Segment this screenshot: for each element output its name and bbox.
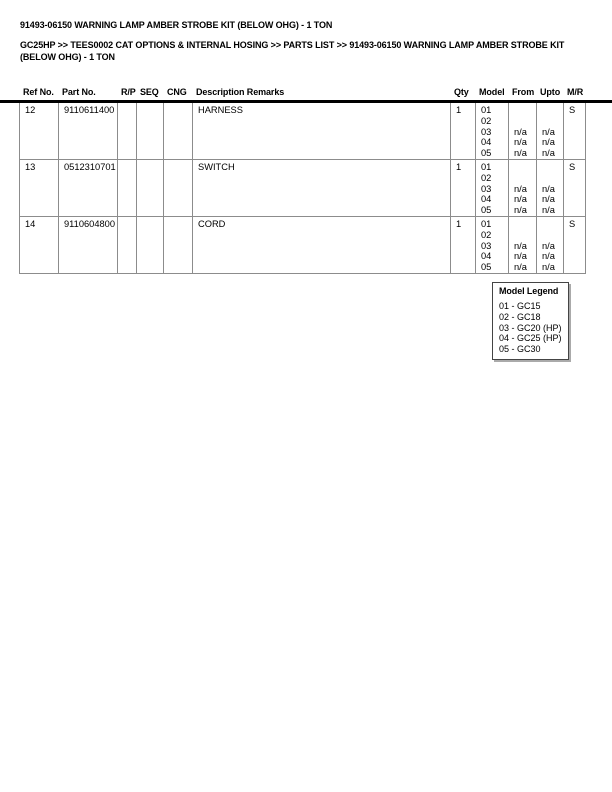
cell-description: SWITCH — [193, 160, 451, 216]
upto-value: n/a — [542, 148, 555, 159]
upto-value: n/a — [542, 194, 555, 205]
cell-cng — [164, 160, 193, 216]
column-header-part-no: Part No. — [62, 87, 96, 97]
cell-rp — [118, 217, 137, 273]
cell-seq — [137, 160, 164, 216]
column-header-from: From — [512, 87, 535, 97]
model-code: 02 — [481, 115, 492, 126]
model-code: 02 — [481, 229, 492, 240]
from-value — [514, 105, 536, 116]
from-value: n/a — [514, 262, 527, 273]
model-code: 05 — [481, 262, 492, 273]
cell-qty: 1 — [451, 217, 476, 273]
cell-mr: S — [564, 217, 586, 273]
cell-part-no: 0512310701 — [59, 160, 118, 216]
model-code: 05 — [481, 148, 492, 159]
column-header-upto: Upto — [540, 87, 561, 97]
legend-item: 04 - GC25 (HP) — [499, 333, 562, 344]
model-code: 05 — [481, 205, 492, 216]
from-value: n/a — [514, 240, 527, 251]
cell-from — [509, 160, 537, 216]
column-header-model: Model — [479, 87, 505, 97]
upto-value — [542, 230, 563, 241]
cell-seq — [137, 217, 164, 273]
cell-description: HARNESS — [193, 103, 451, 159]
model-code: 03 — [481, 240, 492, 251]
model-code: 04 — [481, 194, 492, 205]
cell-models — [476, 160, 509, 216]
cell-mr: S — [564, 160, 586, 216]
from-value: n/a — [514, 205, 527, 216]
model-code: 01 — [481, 105, 492, 115]
table-column-headers — [19, 87, 585, 97]
from-value — [514, 230, 536, 241]
column-header-rp: R/P — [121, 87, 136, 97]
upto-value — [542, 219, 563, 230]
model-code: 02 — [481, 172, 492, 183]
column-header-mr: M/R — [567, 87, 584, 97]
column-header-qty: Qty — [454, 87, 469, 97]
cell-models — [476, 217, 509, 273]
cell-seq — [137, 103, 164, 159]
upto-value: n/a — [542, 126, 555, 137]
cell-mr: S — [564, 103, 586, 159]
from-value: n/a — [514, 126, 527, 137]
legend-item: 05 - GC30 — [499, 344, 541, 355]
from-value — [514, 162, 536, 173]
model-code: 03 — [481, 183, 492, 194]
from-value — [514, 219, 536, 230]
cell-description: CORD — [193, 217, 451, 273]
upto-value: n/a — [542, 251, 555, 262]
model-code: 04 — [481, 137, 492, 148]
cell-qty: 1 — [451, 160, 476, 216]
upto-value: n/a — [542, 183, 555, 194]
cell-part-no: 9110611400 — [59, 103, 118, 159]
upto-value: n/a — [542, 205, 555, 216]
model-legend-title: Model Legend — [499, 286, 559, 296]
legend-item: 02 - GC18 — [499, 311, 541, 322]
from-value: n/a — [514, 148, 527, 159]
table-row — [20, 160, 586, 217]
cell-cng — [164, 103, 193, 159]
legend-item: 01 - GC15 — [499, 301, 541, 311]
column-header-seq: SEQ — [140, 87, 159, 97]
column-header-cng: CNG — [167, 87, 187, 97]
from-value: n/a — [514, 251, 527, 262]
cell-qty: 1 — [451, 103, 476, 159]
cell-part-no: 9110604800 — [59, 217, 118, 273]
model-code: 01 — [481, 219, 492, 229]
cell-cng — [164, 217, 193, 273]
table-row — [20, 217, 586, 274]
cell-from — [509, 217, 537, 273]
from-value — [514, 116, 536, 127]
model-legend-items — [499, 301, 566, 355]
cell-rp — [118, 160, 137, 216]
cell-ref-no: 12 — [20, 103, 59, 159]
cell-upto — [537, 160, 564, 216]
upto-value — [542, 173, 563, 184]
cell-rp — [118, 103, 137, 159]
table-row — [20, 103, 586, 160]
model-code: 04 — [481, 251, 492, 262]
cell-upto — [537, 103, 564, 159]
model-code: 01 — [481, 162, 492, 172]
legend-item: 03 - GC20 (HP) — [499, 322, 562, 333]
upto-value — [542, 105, 563, 116]
upto-value: n/a — [542, 262, 555, 273]
from-value — [514, 173, 536, 184]
from-value: n/a — [514, 183, 527, 194]
page-title: 91493-06150 WARNING LAMP AMBER STROBE KIT (BELOW OHG) - 1 TON — [20, 20, 333, 30]
parts-table — [19, 103, 586, 274]
breadcrumb: GC25HP >> TEES0002 CAT OPTIONS & INTERNAL HOSING >> PARTS LIST >> 91493-06150 WARNING LAMP AMBER STROBE KIT (BELOW OHG) - 1 TON — [20, 40, 565, 62]
cell-upto — [537, 217, 564, 273]
model-code: 03 — [481, 126, 492, 137]
column-header-description: Description Remarks — [196, 87, 285, 97]
cell-from — [509, 103, 537, 159]
column-header-ref-no: Ref No. — [23, 87, 54, 97]
upto-value: n/a — [542, 137, 555, 148]
upto-value — [542, 162, 563, 173]
cell-ref-no: 14 — [20, 217, 59, 273]
upto-value: n/a — [542, 240, 555, 251]
from-value: n/a — [514, 137, 527, 148]
upto-value — [542, 116, 563, 127]
cell-models — [476, 103, 509, 159]
from-value: n/a — [514, 194, 527, 205]
model-legend — [492, 282, 569, 360]
cell-ref-no: 13 — [20, 160, 59, 216]
